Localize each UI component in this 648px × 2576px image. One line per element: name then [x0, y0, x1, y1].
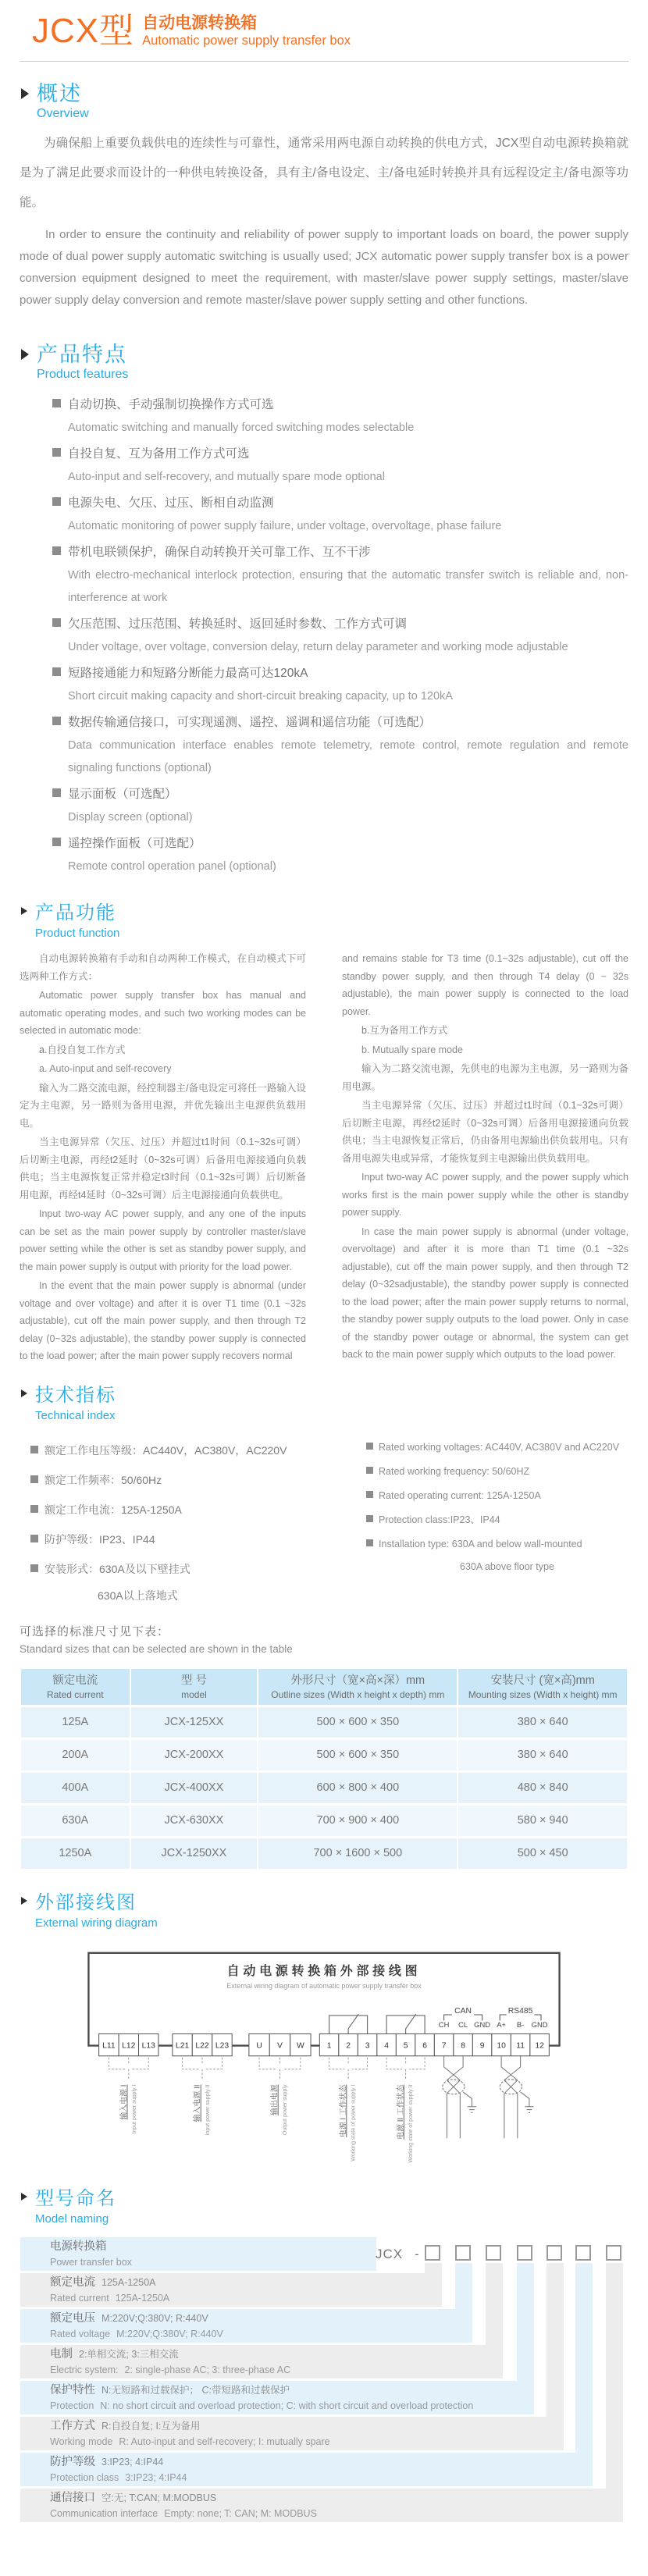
section-product-features [20, 343, 628, 878]
feature-item [52, 782, 628, 829]
tech-item: Rated working voltages: AC440V, AC380V and AC220V [366, 1436, 628, 1460]
model-code-box [547, 2245, 562, 2261]
svg-text:输入电源 II: 输入电源 II [193, 2084, 202, 2122]
function-title-en: Product function [35, 927, 120, 940]
model-naming-diagram [10, 2237, 628, 2528]
svg-text:10: 10 [497, 2041, 506, 2050]
header-titles [142, 12, 351, 48]
overview-paragraph-zh: 为确保船上重要负载供电的连续性与可靠性，通常采用两电源自动转换的供电方式，JCX型自动电源转换箱就是为了满足此要求而设计的一种供电转换设备，具有主/备电设定、主/备电延时转换并具有远程设定主/备电源等功能。 [20, 137, 628, 209]
standard-sizes [20, 1623, 628, 1871]
bullet-square-icon [30, 1446, 38, 1453]
feature-en: Data communication interface enables remote telemetry, remote control, remote regulation and remote signaling functions (optional) [68, 739, 628, 774]
wiring-diagram-svg [71, 1951, 577, 2168]
svg-text:L13: L13 [141, 2041, 155, 2050]
product-title-en: Automatic power supply transfer box [142, 34, 351, 48]
triangle-marker-icon [21, 88, 29, 99]
svg-text:电源 II 工作状态: 电源 II 工作状态 [396, 2084, 405, 2140]
feature-en: Display screen (optional) [68, 811, 193, 824]
svg-text:A+: A+ [497, 2019, 507, 2029]
feature-zh: 短路接通能力和短路分断能力最高可达120kA [68, 667, 308, 680]
model-code-box [425, 2245, 440, 2261]
tech-item: Rated operating current: 125A-1250A [366, 1484, 628, 1508]
code-stripe [575, 2263, 593, 2453]
function-columns [20, 950, 628, 1367]
model-code-box [575, 2245, 591, 2261]
tech-title-en: Technical index [35, 1408, 116, 1422]
feature-en: Under voltage, over voltage, conversion delay, return delay parameter and working mode adjustable [68, 641, 568, 653]
svg-text:4: 4 [384, 2041, 389, 2050]
naming-row: 额定电压 M:220V;Q:380V; R:440V Rated voltage M:220V;Q:380V; R:440V [20, 2309, 472, 2343]
feature-zh: 显示面板（可选配） [68, 788, 177, 801]
sizes-note-en: Standard sizes that can be selected are shown in the table [20, 1642, 293, 1655]
group-labels [119, 2083, 415, 2162]
overview-paragraph-en: In order to ensure the continuity and reliability of power supply to important loads on board, the power supply mode of dual power supply automatic switching is usually used; JCX automatic power supply transfer box is a power conversion equipment designed to meet the requirement, with master/slave power supply settings, master/slave power supply delay conversion and remote master/slave power supply setting and other functions. [20, 228, 628, 307]
svg-text:V: V [276, 2041, 283, 2050]
tech-heading [20, 1384, 628, 1425]
svg-text:输出电源: 输出电源 [270, 2084, 279, 2115]
function-paragraph: b.互为备用工作方式 [361, 1025, 448, 1036]
tech-item: 安装形式：630A及以下壁挂式 [30, 1554, 343, 1584]
function-paragraph: 输入为二路交流电源，经控制器主/备电设定可将任一路输入设定为主电源，另一路则为备用电源，并优先输出主电源供负载用电。 [20, 1082, 306, 1129]
wiring-title-en: External wiring diagram [35, 1916, 158, 1930]
feature-zh: 欠压范围、过压范围、转换延时、返回延时参数、工作方式可调 [68, 617, 408, 631]
model-code-box [455, 2245, 471, 2261]
bullet-square-icon [30, 1475, 38, 1483]
overview-title-en: Overview [37, 107, 89, 120]
svg-text:8: 8 [461, 2041, 465, 2050]
bullet-square-icon [30, 1564, 38, 1572]
triangle-marker-icon [21, 1897, 27, 1905]
svg-text:5: 5 [403, 2041, 408, 2050]
overview-title-zh: 概述 [37, 82, 82, 105]
svg-text:11: 11 [516, 2041, 525, 2050]
bullet-square-icon [52, 838, 61, 846]
column-header: 额定电流 Rated current [21, 1669, 130, 1705]
feature-en: Short circuit making capacity and short-circuit breaking capacity, up to 120kA [68, 690, 453, 703]
naming-title-en: Model naming [35, 2211, 109, 2226]
product-title-zh: 自动电源转换箱 [142, 14, 258, 32]
svg-text:3: 3 [365, 2041, 370, 2050]
twisted-pair-icon [443, 2055, 534, 2138]
tech-item: 防护等级：IP23、IP44 [30, 1525, 343, 1554]
function-paragraph: 当主电源异常（欠压、过压）并超过t1时间（0.1~32s可调）后切断主电源，再经t2延时（0~32s可调）后备用电源接通向负载供电；当主电源恢复正常并稳定t3时间（0.1~32s可调）后切断备用电源，再经t4延时（0~32s可调）后主电源接通向负载供电。 [20, 1137, 306, 1201]
sizes-table [20, 1667, 628, 1871]
feature-item [52, 612, 628, 659]
header-divider [20, 61, 628, 62]
feature-item [52, 661, 628, 708]
tech-item: Installation type: 630A and below wall-mounted [366, 1532, 628, 1557]
tech-item: 额定工作电压等级：AC440V，AC380V，AC220V [30, 1436, 343, 1465]
table-row: 630A JCX-630XX 700 × 900 × 400 580 × 940 [21, 1806, 627, 1836]
bullet-square-icon [52, 448, 61, 457]
model-separator: - [415, 2246, 419, 2261]
wiring-box-title-en: External wiring diagram of automatic power supply transfer box [226, 1981, 422, 1990]
bullet-square-icon [52, 399, 61, 407]
naming-title-zh: 型号命名 [35, 2187, 116, 2209]
tech-item: 额定工作电流：125A-1250A [30, 1495, 343, 1525]
function-paragraph: In case the main power supply is abnormal (under voltage, overvoltage) and after it is more than T1 time (0.1 ~32s adjustable), cut off the main power supply, and then through T2 delay (0~32sadjustable), the standby power supply is connected to the load power; after the main power supply returns to normal, the standby power supply outputs to the load power. Only in case of the standby power outage or abnormal, the system can get back to the main power supply which outputs to the load power. [342, 1226, 628, 1360]
tech-title-zh: 技术指标 [35, 1384, 116, 1406]
function-paragraph: and remains stable for T3 time (0.1~32s adjustable), cut off the standby power supply, and then through T4 delay (0 ~ 32s adjustable), the main power supply is connected to the load power. [342, 953, 628, 1017]
bullet-square-icon [366, 1539, 373, 1546]
svg-text:CH: CH [438, 2019, 450, 2029]
function-column-left [20, 950, 306, 1367]
bullet-square-icon [366, 1443, 373, 1450]
svg-text:Working state of power supply: Working state of power supply II [408, 2084, 415, 2163]
model-code-box [486, 2245, 501, 2261]
section-overview [20, 82, 628, 311]
svg-text:电源 I 工作状态: 电源 I 工作状态 [339, 2084, 348, 2137]
function-paragraph: Input two-way AC power supply, and any one of the inputs can be set as the main power supply by controller master/slave power setting while the other is set as standby power supply, and the main power supply is output with priority for the load power. [20, 1208, 306, 1272]
svg-text:L12: L12 [122, 2041, 136, 2050]
naming-row: 保护特性 N:无短路和过载保护； C:带短路和过载保护 Protection N: no short circuit and overload protection; C: with short circuit and overload protection [20, 2381, 534, 2414]
naming-row: 通信接口 空:无; T:CAN; M:MODBUS Communication interface Empty: none; T: CAN; M: MODBUS [20, 2489, 623, 2522]
feature-zh: 遥控操作面板（可选配） [68, 837, 201, 850]
column-header: 外形尺寸（宽×高×深）mm Outline sizes (Width x height x depth) mm [258, 1669, 457, 1705]
svg-text:L11: L11 [102, 2041, 116, 2050]
triangle-marker-icon [21, 1389, 27, 1397]
function-heading [20, 902, 628, 942]
naming-row: 电制 2:单相交流; 3:三相交流 Electric system: 2: single-phase AC; 3: three-phase AC [20, 2345, 503, 2379]
svg-text:12: 12 [535, 2041, 544, 2050]
code-stripe [455, 2263, 472, 2309]
section-wiring-diagram [20, 1891, 628, 2172]
sizes-note-zh: 可选择的标准尺寸见下表： [20, 1624, 170, 1638]
tech-item-line2: 630A above floor type [460, 1560, 554, 1572]
svg-text:Input power supply II: Input power supply II [205, 2084, 211, 2136]
feature-list [20, 393, 628, 878]
tech-item: 额定工作频率：50/60Hz [30, 1465, 343, 1495]
tech-item: Rated working frequency: 50/60HZ [366, 1460, 628, 1484]
tech-columns [20, 1436, 628, 1607]
model-code-box [517, 2245, 532, 2261]
group-bracket-icon [109, 2057, 425, 2080]
triangle-marker-icon [21, 2193, 27, 2201]
svg-text:GND: GND [474, 2019, 491, 2029]
svg-text:6: 6 [422, 2041, 427, 2050]
bullet-square-icon [52, 667, 61, 676]
feature-zh: 带机电联锁保护，确保自动转换开关可靠工作、互不干涉 [68, 546, 371, 559]
code-stripe [486, 2263, 503, 2345]
naming-row: 额定电流 125A-1250A Rated current 125A-1250A [20, 2273, 442, 2307]
model-prefix: JCX [376, 2246, 404, 2261]
feature-item [52, 540, 628, 610]
svg-text:GND: GND [531, 2019, 548, 2029]
bullet-square-icon [52, 546, 61, 555]
naming-row: 工作方式 R:自投自复; I:互为备用 Working mode R: Auto-input and self-recovery; I: mutually spare [20, 2417, 564, 2450]
function-paragraph: 输入为二路交流电源，先供电的电源为主电源，另一路则为备用电源。 [342, 1063, 628, 1092]
feature-item [52, 831, 628, 878]
svg-text:输入电源 I: 输入电源 I [119, 2084, 129, 2120]
function-paragraph: 自动电源转换箱有手动和自动两种工作模式，在自动模式下可选两种工作方式： [20, 953, 306, 982]
wiring-heading [20, 1891, 628, 1932]
svg-text:7: 7 [441, 2041, 447, 2050]
function-paragraph: 当主电源异常（欠压、过压）并超过t1时间（0.1~32s可调）后切断主电源，再经t2延时（0~32s可调）后备用电源接通向负载供电；当主电源恢复正常后，仍由备用电源输出供负载用电。只有备用电源失电或异常，才能恢复到主电源输出供负载用电。 [342, 1100, 628, 1164]
model-code-box [606, 2245, 621, 2261]
svg-text:1: 1 [326, 2041, 332, 2050]
function-column-right [342, 950, 628, 1367]
section-product-function [20, 902, 628, 1367]
svg-text:B-: B- [516, 2019, 525, 2029]
feature-en: Remote control operation panel (optional) [68, 860, 276, 873]
rs485-bus-label: RS485 [507, 2006, 533, 2016]
function-paragraph: b. Mutually spare mode [361, 1044, 463, 1055]
feature-item [52, 393, 628, 439]
features-heading [20, 343, 628, 383]
table-row: 125A JCX-125XX 500 × 600 × 350 380 × 640 [21, 1707, 627, 1738]
svg-text:Output power supply: Output power supply [282, 2084, 288, 2135]
svg-text:Working state of power supply: Working state of power supply I [351, 2084, 357, 2161]
code-stripe [547, 2263, 564, 2417]
svg-text:L21: L21 [175, 2041, 190, 2050]
bullet-square-icon [30, 1535, 38, 1542]
svg-text:9: 9 [479, 2041, 485, 2050]
feature-item [52, 710, 628, 780]
bullet-square-icon [52, 618, 61, 627]
feature-en: Automatic monitoring of power supply failure, under voltage, overvoltage, phase failure [68, 520, 502, 532]
product-model-title: JCX型 [32, 12, 135, 50]
naming-heading [20, 2187, 628, 2228]
feature-item [52, 491, 628, 538]
tech-item: Protection class:IP23、IP44 [366, 1508, 628, 1532]
naming-row: 防护等级 3:IP23; 4:IP44 Protection class 3:IP23; 4:IP44 [20, 2453, 593, 2486]
feature-zh: 数据传输通信接口，可实现遥测、遥控、遥调和遥信功能（可选配） [68, 716, 432, 729]
wiring-title-zh: 外部接线图 [35, 1891, 137, 1913]
column-header: 型 号 model [131, 1669, 258, 1705]
naming-row: 电源转换箱 Power transfer box [20, 2237, 376, 2271]
table-row: 400A JCX-400XX 600 × 800 × 400 480 × 840 [21, 1773, 627, 1803]
triangle-marker-icon [21, 349, 29, 360]
section-technical-index [20, 1384, 628, 1607]
svg-text:W: W [296, 2041, 304, 2050]
sizes-table-header-row [21, 1669, 627, 1705]
tech-item-line2: 630A以上落地式 [98, 1589, 178, 1602]
bullet-square-icon [52, 497, 61, 506]
svg-text:L22: L22 [195, 2041, 209, 2050]
svg-text:Input power supply I: Input power supply I [131, 2084, 137, 2134]
function-paragraph: a.自投自复工作方式 [39, 1044, 126, 1055]
code-stripe [606, 2263, 623, 2489]
wiring-box-title-zh: 自动电源转换箱外部接线图 [226, 1964, 422, 1978]
section-model-naming [20, 2187, 628, 2528]
function-paragraph: Input two-way AC power supply, and the power supply which works first is the main power supply while the other is standby power supply. [342, 1172, 628, 1218]
function-paragraph: Automatic power supply transfer box has manual and automatic operating modes, and such two working modes can be selected in automatic mode: [20, 990, 306, 1036]
bullet-square-icon [52, 717, 61, 725]
code-stripe [517, 2263, 534, 2381]
bullet-square-icon [366, 1491, 373, 1498]
wiring-diagram [71, 1951, 577, 2172]
bullet-square-icon [366, 1467, 373, 1474]
bullet-square-icon [30, 1505, 38, 1513]
overview-heading [20, 82, 628, 123]
feature-zh: 自动切换、手动强制切换操作方式可选 [68, 398, 274, 411]
feature-zh: 自投自复、互为备用工作方式可选 [68, 447, 250, 461]
code-stripe [425, 2263, 442, 2273]
bullet-square-icon [52, 788, 61, 797]
function-paragraph: In the event that the main power supply is abnormal (under voltage and over voltage) and after it is over T1 time (0.1 ~32s adjustable), cut off the main power supply, and then through T2 delay (0~32s adjustable), the standby power supply is connected to the load power; after the main power supply recovers normal [20, 1280, 306, 1361]
svg-text:2: 2 [346, 2041, 351, 2050]
can-bus-label: CAN [454, 2006, 472, 2016]
header [20, 8, 628, 50]
function-paragraph: a. Auto-input and self-recovery [39, 1063, 172, 1074]
features-title-en: Product features [37, 368, 129, 381]
feature-en: Auto-input and self-recovery, and mutually spare mode optional [68, 471, 385, 483]
bullet-square-icon [366, 1515, 373, 1522]
triangle-marker-icon [21, 907, 27, 915]
features-title-zh: 产品特点 [37, 343, 127, 366]
function-title-zh: 产品功能 [35, 902, 116, 923]
table-row: 1250A JCX-1250XX 700 × 1600 × 500 500 × 450 [21, 1838, 627, 1869]
column-header: 安装尺寸 (宽×高)mm Mounting sizes (Width x height) mm [458, 1669, 627, 1705]
svg-text:U: U [256, 2041, 262, 2050]
table-row: 200A JCX-200XX 500 × 600 × 350 380 × 640 [21, 1740, 627, 1770]
svg-text:L23: L23 [215, 2041, 230, 2050]
tech-column-left [30, 1436, 343, 1607]
feature-en: Automatic switching and manually forced switching modes selectable [68, 422, 415, 434]
feature-zh: 电源失电、欠压、过压、断相自动监测 [68, 496, 274, 510]
feature-item [52, 442, 628, 489]
svg-text:CL: CL [458, 2019, 468, 2029]
feature-en: With electro-mechanical interlock protection, ensuring that the automatic transfer switch is reliable and, non-interference at work [68, 569, 628, 604]
tech-column-right [366, 1436, 628, 1607]
